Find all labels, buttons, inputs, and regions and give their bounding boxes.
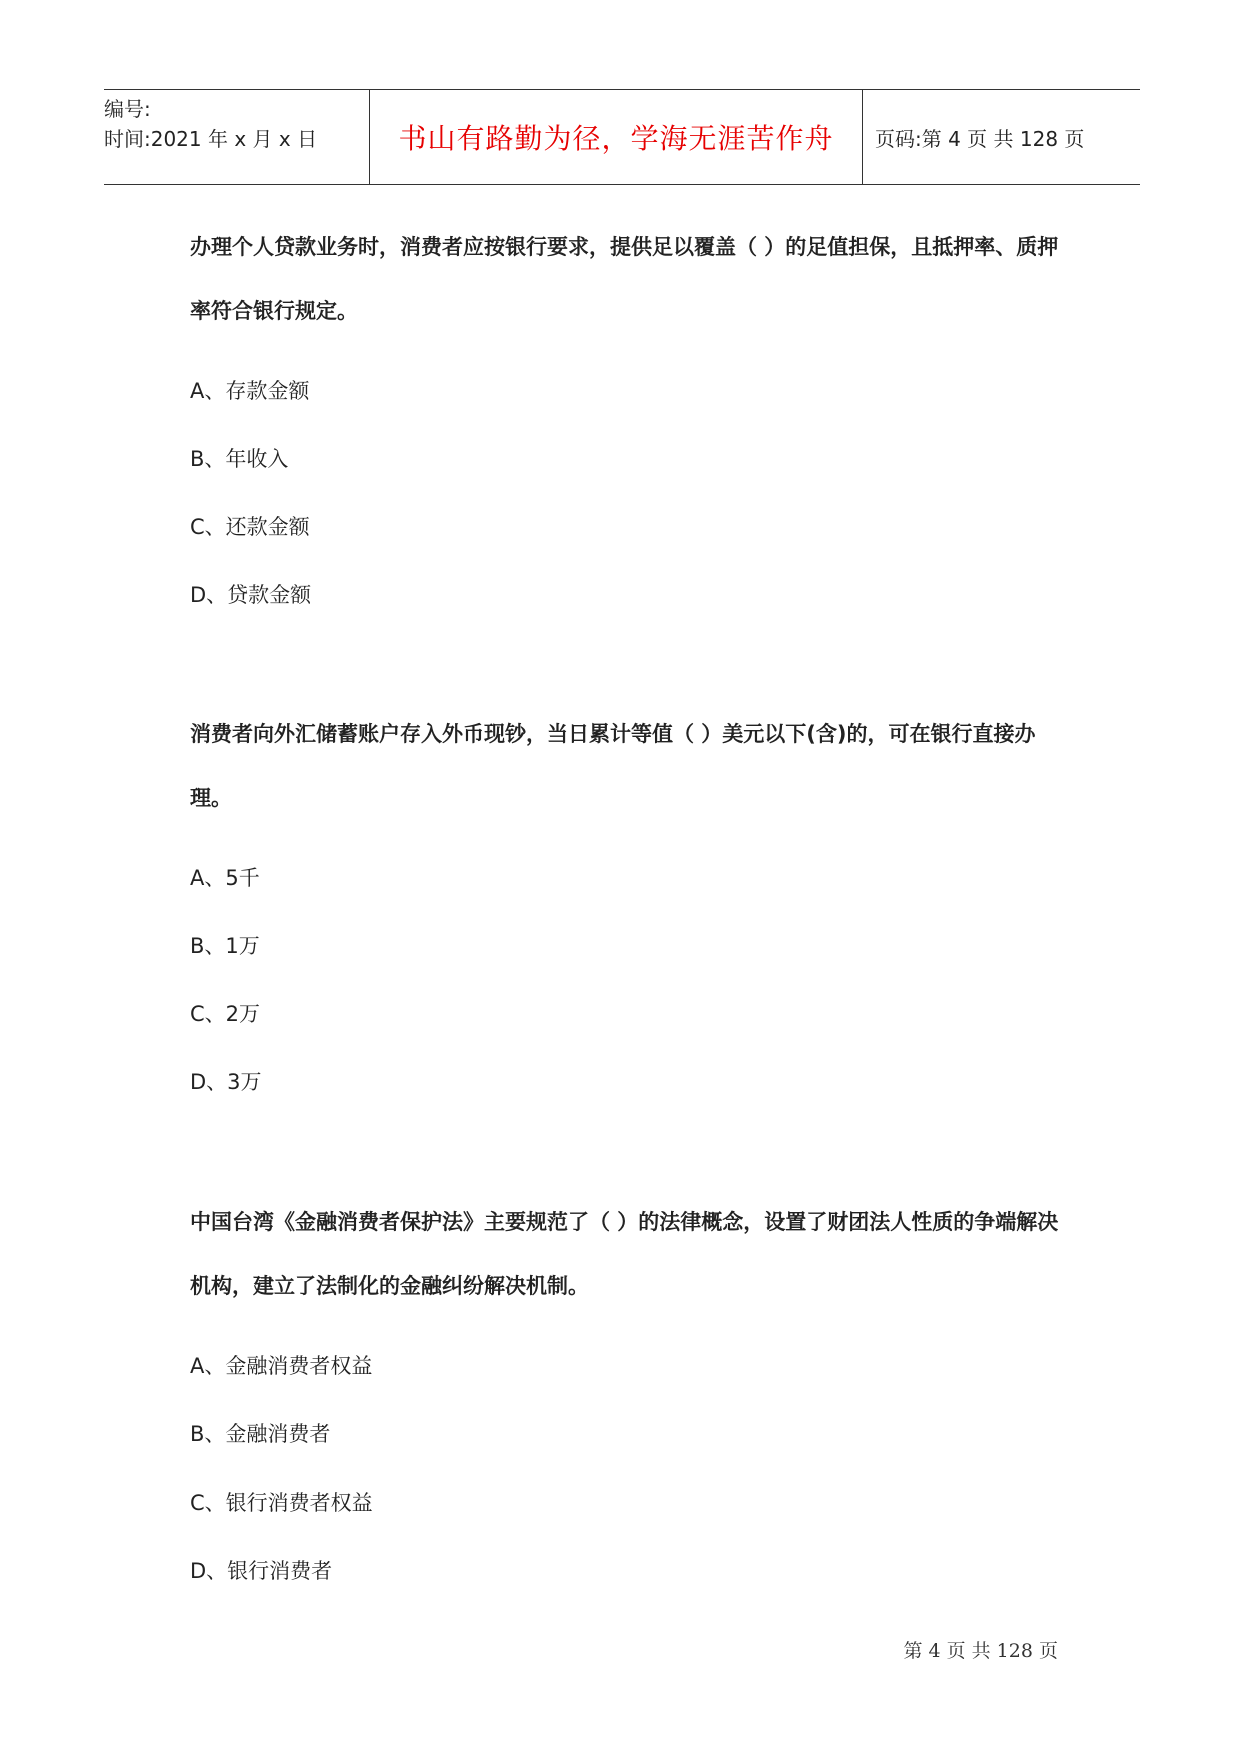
- page-code: 页码:第 4 页 共 128 页: [875, 126, 1085, 151]
- question-text: 办理个人贷款业务时，消费者应按银行要求，提供足以覆盖（ ）的足值担保，且抵押率、质押率符合银行规定。: [190, 235, 1059, 323]
- option-a: A、5千: [190, 866, 260, 890]
- header-page-code-cell: [863, 90, 1140, 184]
- option-c: C、银行消费者权益: [190, 1491, 373, 1515]
- option-c: C、2万: [190, 1002, 261, 1026]
- header-motto-cell: [369, 90, 863, 184]
- motto: 书山有路勤为径，学海无涯苦作舟: [398, 122, 834, 155]
- option-b: B、1万: [190, 934, 260, 958]
- time-label: 时间:2021 年 x 月 x 日: [104, 127, 318, 151]
- question-text: 消费者向外汇储蓄账户存入外币现钞，当日累计等值（ ）美元以下(含)的，可在银行直接办理。: [190, 722, 1036, 810]
- option-d: D、3万: [190, 1070, 262, 1094]
- option-b: B、金融消费者: [190, 1422, 331, 1446]
- option-d: D、贷款金额: [190, 583, 312, 607]
- page-footer: [0, 1636, 1058, 1663]
- number-label: 编号:: [104, 97, 151, 121]
- header-meta: [104, 90, 369, 184]
- footer-page-number: 第 4 页 共 128 页: [903, 1640, 1058, 1662]
- question-text: 中国台湾《金融消费者保护法》主要规范了（ ）的法律概念，设置了财团法人性质的争端解决机构，建立了法制化的金融纠纷解决机制。: [190, 1210, 1059, 1298]
- option-a: A、存款金额: [190, 379, 310, 403]
- option-b: B、年收入: [190, 447, 289, 471]
- option-d: D、银行消费者: [190, 1559, 333, 1583]
- option-c: C、还款金额: [190, 515, 310, 539]
- option-a: A、金融消费者权益: [190, 1354, 373, 1378]
- page-header: [104, 89, 1140, 185]
